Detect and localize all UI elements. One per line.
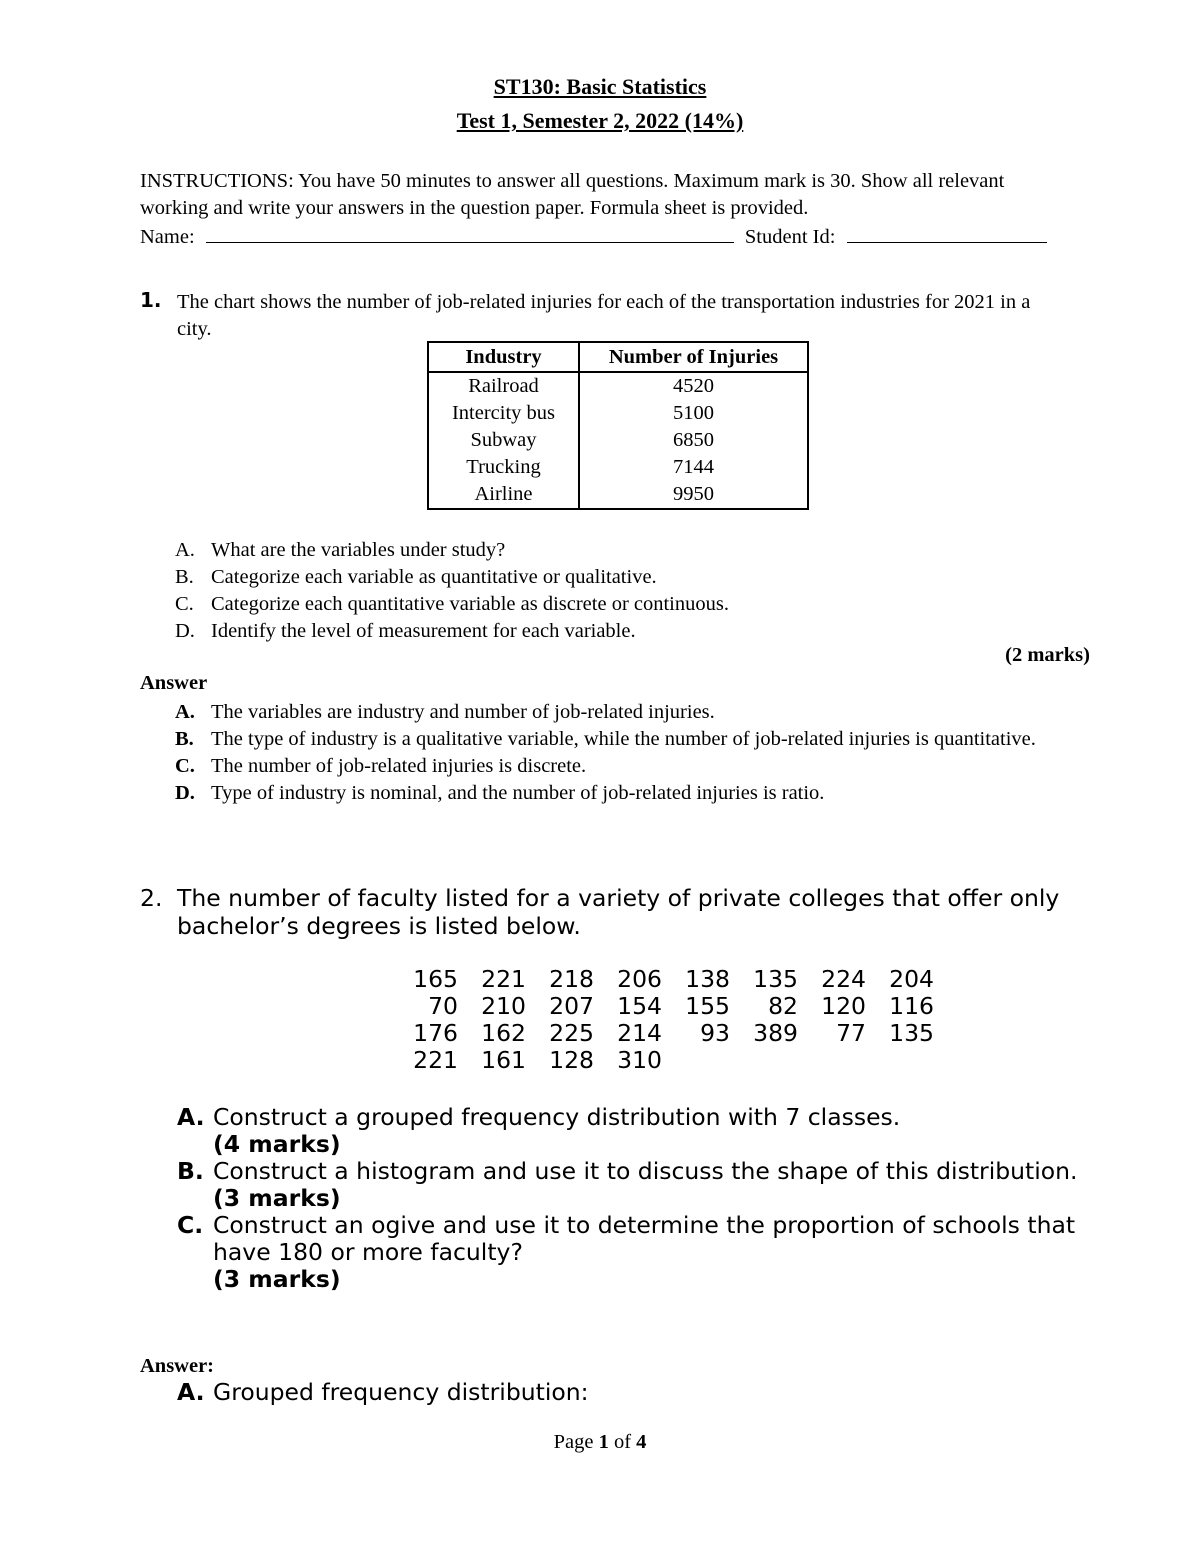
list-item (177, 1104, 1097, 1158)
part-marks: (4 marks) (213, 1130, 341, 1158)
data-value: 155 (685, 992, 730, 1020)
page-word: Page (553, 1431, 594, 1453)
data-value: 161 (481, 1046, 526, 1074)
data-value: 310 (617, 1046, 662, 1074)
table-cell: Subway (428, 427, 579, 454)
table-header-injuries: Number of Injuries (579, 342, 808, 372)
answer-label: A. (175, 701, 195, 723)
data-value: 225 (549, 1019, 594, 1047)
answer-text: The type of industry is a qualitative variable, while the number of job-related injuries is quantitative. (211, 728, 1036, 750)
table-cell: Intercity bus (428, 400, 579, 427)
table-row (428, 400, 808, 427)
table-cell: 7144 (579, 454, 808, 481)
answer-label: B. (175, 728, 194, 750)
name-label: Name: (140, 226, 195, 248)
list-item (175, 780, 1071, 807)
faculty-data-grid (400, 966, 934, 1074)
table-cell: 5100 (579, 400, 808, 427)
document-title: ST130: Basic Statistics (493, 74, 707, 99)
answer-text: The number of job-related injuries is discrete. (211, 755, 587, 777)
data-row (400, 993, 934, 1020)
list-item (175, 726, 1071, 753)
list-item (175, 591, 1071, 618)
question-1-text: The chart shows the number of job-related injuries for each of the transportation industries for 2021 in a city. (177, 291, 1031, 340)
data-value: 128 (549, 1046, 594, 1074)
part-body (213, 1212, 1097, 1293)
data-value: 165 (413, 965, 458, 993)
data-value: 120 (821, 992, 866, 1020)
part-text: Categorize each variable as quantitative or qualitative. (211, 566, 657, 588)
list-item (175, 564, 1071, 591)
page-number: 1 (598, 1431, 609, 1453)
part-text: Identify the level of measurement for each variable. (211, 620, 636, 642)
answer-label: A. (177, 1378, 205, 1406)
part-label: B. (177, 1157, 204, 1185)
part-label: B. (175, 566, 194, 588)
table-row (428, 481, 808, 509)
part-text: Construct a grouped frequency distribution with 7 classes. (213, 1103, 901, 1131)
table-cell: Railroad (428, 372, 579, 400)
question-1-answers (175, 699, 1071, 807)
question-2-answer-label: Answer: (140, 1355, 215, 1377)
document-subtitle: Test 1, Semester 2, 2022 (14%) (456, 108, 744, 133)
data-value: 214 (617, 1019, 662, 1047)
of-word: of (613, 1431, 632, 1453)
data-value: 154 (617, 992, 662, 1020)
data-value: 221 (413, 1046, 458, 1074)
table-cell: 9950 (579, 481, 808, 509)
page-footer (0, 1431, 1200, 1454)
page-total: 4 (636, 1431, 647, 1453)
list-item (175, 537, 1071, 564)
data-value: 204 (889, 965, 934, 993)
data-value: 135 (889, 1019, 934, 1047)
data-value: 207 (549, 992, 594, 1020)
question-1-number: 1. (140, 288, 162, 312)
part-text: What are the variables under study? (211, 539, 506, 561)
part-label: C. (175, 593, 194, 615)
table-row (428, 372, 808, 400)
list-item (177, 1158, 1097, 1212)
part-marks: (3 marks) (213, 1184, 341, 1212)
part-label: A. (177, 1103, 205, 1131)
injuries-table (427, 341, 809, 510)
part-label: C. (177, 1211, 204, 1239)
answer-text: The variables are industry and number of job-related injuries. (211, 701, 715, 723)
instructions-text: INSTRUCTIONS: You have 50 minutes to answer all questions. Maximum mark is 30. Show all relevant working and write your answers in the question paper. Formula sheet is provided. (140, 170, 1005, 219)
part-label: D. (175, 620, 195, 642)
table-row (428, 427, 808, 454)
data-value: 221 (481, 965, 526, 993)
data-row (400, 1047, 934, 1074)
table-cell: Airline (428, 481, 579, 509)
data-value: 206 (617, 965, 662, 993)
list-item (175, 753, 1071, 780)
data-value: 135 (753, 965, 798, 993)
table-cell: 4520 (579, 372, 808, 400)
data-value: 77 (836, 1019, 866, 1047)
list-item (177, 1212, 1097, 1293)
answer-text: Type of industry is nominal, and the number of job-related injuries is ratio. (211, 782, 825, 804)
data-value: 210 (481, 992, 526, 1020)
data-row (400, 966, 934, 993)
data-value: 93 (700, 1019, 730, 1047)
table-header-row (428, 342, 808, 372)
question-2-text: The number of faculty listed for a variety of private colleges that offer only bachelor’s degrees is listed below. (177, 884, 1060, 940)
name-field[interactable] (206, 222, 734, 243)
question-2-answer-a (177, 1378, 589, 1406)
question-1-answer-label: Answer (140, 672, 208, 694)
table-cell: 6850 (579, 427, 808, 454)
table-cell: Trucking (428, 454, 579, 481)
part-label: A. (175, 539, 195, 561)
part-marks: (3 marks) (213, 1265, 341, 1293)
part-body (213, 1104, 1097, 1158)
table-header-industry: Industry (428, 342, 579, 372)
data-value: 162 (481, 1019, 526, 1047)
question-1-marks: (2 marks) (1005, 644, 1090, 666)
answer-label: C. (175, 755, 195, 777)
data-value: 224 (821, 965, 866, 993)
question-1-parts (175, 537, 1071, 645)
part-text: Categorize each quantitative variable as discrete or continuous. (211, 593, 729, 615)
data-value: 389 (753, 1019, 798, 1047)
student-id-label: Student Id: (744, 226, 836, 248)
answer-text: Grouped frequency distribution: (213, 1378, 589, 1406)
table-row (428, 454, 808, 481)
answer-label: D. (175, 782, 195, 804)
name-line (140, 222, 1047, 251)
list-item (175, 618, 1071, 645)
data-value: 218 (549, 965, 594, 993)
student-id-field[interactable] (847, 222, 1047, 243)
part-body (213, 1158, 1097, 1212)
data-value: 138 (685, 965, 730, 993)
data-value: 82 (768, 992, 798, 1020)
data-value: 70 (428, 992, 458, 1020)
data-value: 116 (889, 992, 934, 1020)
data-value: 176 (413, 1019, 458, 1047)
part-text: Construct an ogive and use it to determine the proportion of schools that have 180 or more faculty? (213, 1211, 1076, 1266)
question-2-parts (177, 1104, 1097, 1293)
data-row (400, 1020, 934, 1047)
part-text: Construct a histogram and use it to discuss the shape of this distribution. (213, 1157, 1078, 1185)
list-item (175, 699, 1071, 726)
question-2-number: 2. (140, 884, 163, 912)
